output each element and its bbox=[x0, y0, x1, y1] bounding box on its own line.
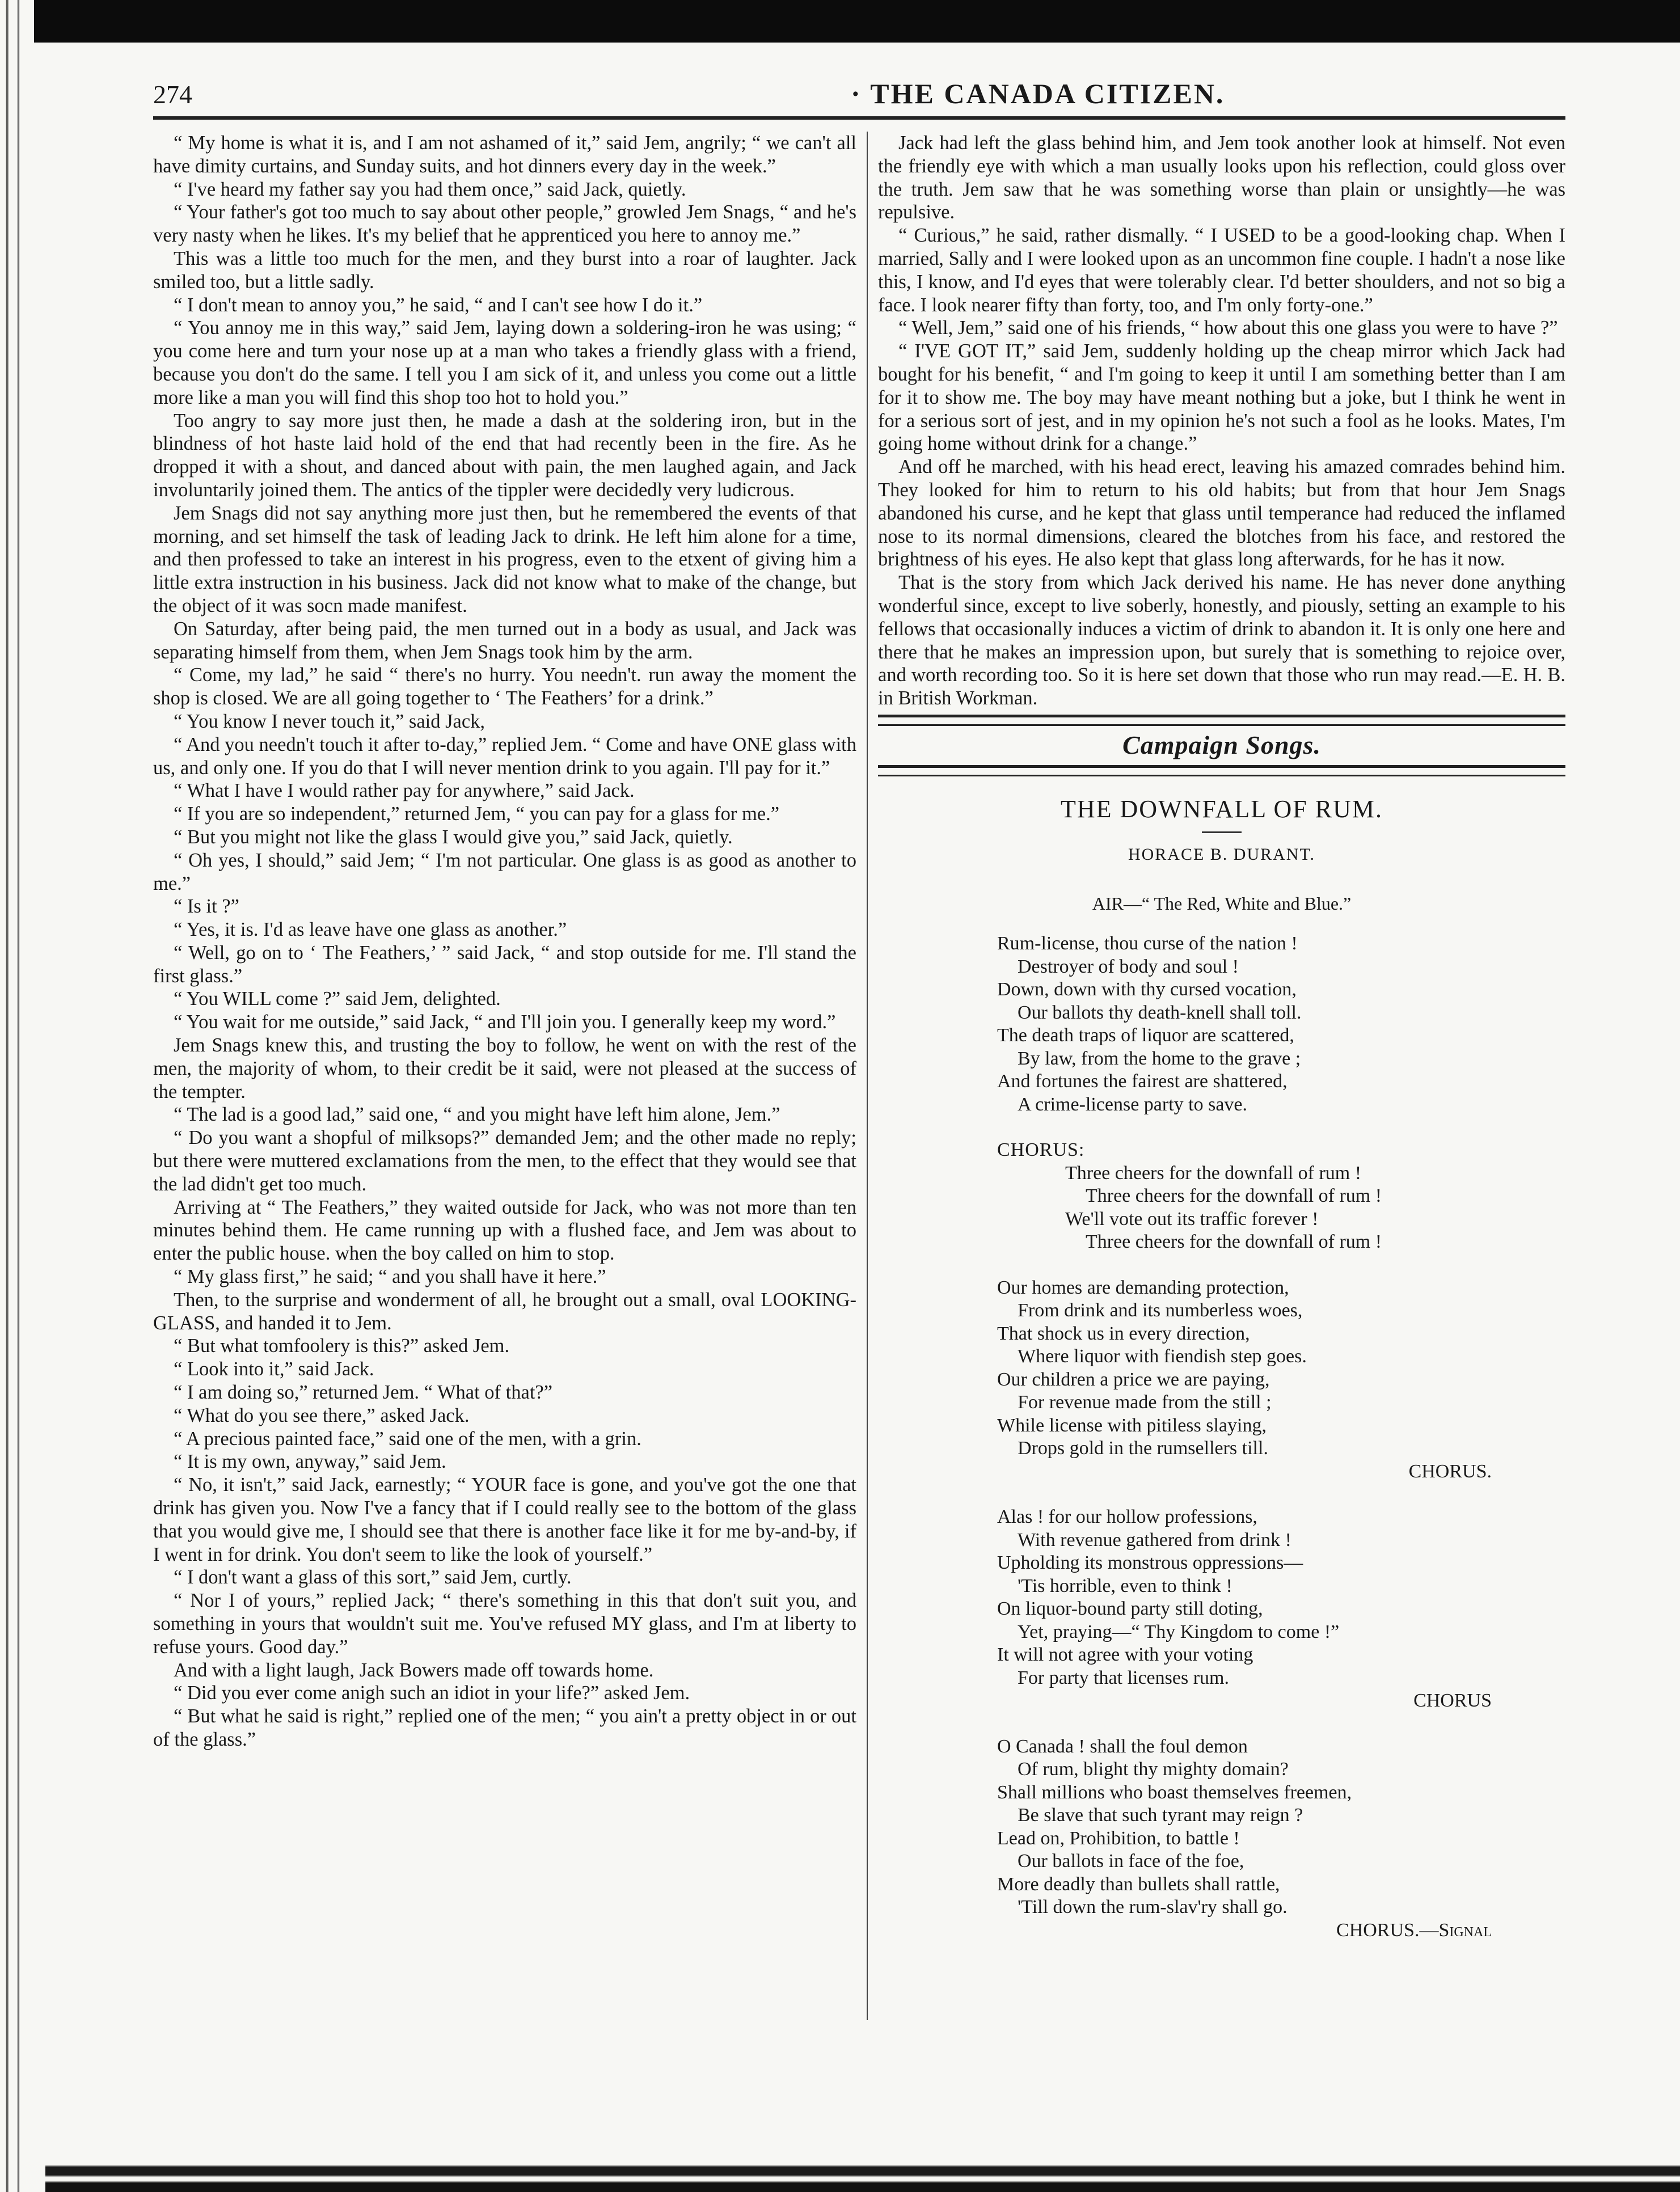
chorus-lines bbox=[997, 1162, 1565, 1254]
paragraph: “ Is it ?” bbox=[174, 896, 239, 918]
paragraph: “ Well, Jem,” said one of his friends, “ how about this one glass you were to have ?” bbox=[898, 317, 1558, 339]
poem-line: A crime-license party to save. bbox=[1018, 1093, 1248, 1115]
short-rule bbox=[1202, 831, 1242, 833]
left-column bbox=[153, 132, 856, 1751]
paragraph: “ And you needn't touch it after to-day,” replied Jem. “ Come and have ONE glass with us, and only one. If you do that I will never mention drink to you again. I'll pay for it.” bbox=[153, 733, 856, 779]
stanza-2 bbox=[997, 1277, 1565, 1460]
poem-title: THE DOWNFALL OF RUM. bbox=[1061, 795, 1383, 823]
chorus-tag-2: CHORUS bbox=[1413, 1690, 1492, 1712]
paragraph: “ But what he said is right,” replied one of the men; “ you ain't a pretty object in or out of the glass.” bbox=[153, 1705, 856, 1750]
paragraph: “ I don't mean to annoy you,” he said, “ and I can't see how I do it.” bbox=[174, 294, 703, 316]
poem-line: Rum-license, thou curse of the nation ! bbox=[997, 933, 1298, 954]
poem-line: Our ballots thy death-knell shall toll. bbox=[1018, 1002, 1302, 1023]
poem-line: Upholding its monstrous oppressions— bbox=[997, 1552, 1303, 1574]
poem-line: On liquor-bound party still doting, bbox=[997, 1598, 1263, 1620]
section-title: Campaign Songs. bbox=[1122, 730, 1321, 759]
section-rule bbox=[878, 715, 1565, 726]
paragraph: “ I am doing so,” returned Jem. “ What of that?” bbox=[174, 1382, 553, 1404]
paragraph: “ Do you want a shopful of milksops?” demanded Jem; and the other made no reply; but there were muttered exclamations from the men, to the effect that they would see that the lad didn't get too much. bbox=[153, 1127, 856, 1195]
poem-line: 'Till down the rum-slav'ry shall go. bbox=[1018, 1897, 1288, 1918]
stanza-3 bbox=[997, 1506, 1565, 1690]
paragraph: “ I'VE GOT IT,” said Jem, suddenly holding up the cheap mirror which Jack had bought for his benefit, “ and I'm going to keep it until I am something better than I am for it to show me. The boy may have meant nothing but a joke, but I think he went in for a serious sort of jest, and in my opinion he's not such a fool as he looks. Mates, I'm going home without drink for a change.” bbox=[878, 340, 1565, 455]
poem-line: Three cheers for the downfall of rum ! bbox=[1086, 1231, 1382, 1253]
paragraph: And with a light laugh, Jack Bowers made off towards home. bbox=[174, 1659, 654, 1681]
poem-body bbox=[997, 932, 1565, 1942]
paragraph: Too angry to say more just then, he made a dash at the soldering iron, but in the blindness of hot haste laid hold of the end that had recently been in the fire. As he dropped it with a shout, and danced about with pain, the men laughed again, and Jack involuntarily joined them. The antics of the tippler were decidedly very ludicrous. bbox=[153, 409, 856, 501]
top-scan-border bbox=[34, 0, 1680, 43]
stanza-3-block bbox=[997, 1506, 1565, 1713]
left-scan-edge bbox=[0, 0, 33, 2192]
paragraph: “ My glass first,” he said; “ and you shall have it here.” bbox=[174, 1266, 606, 1288]
poem-line: The death traps of liquor are scattered, bbox=[997, 1025, 1294, 1046]
poem-line: Down, down with thy cursed vocation, bbox=[997, 979, 1297, 1000]
paragraph: “ You wait for me outside,” said Jack, “ and I'll join you. I generally keep my word.” bbox=[174, 1011, 836, 1033]
poem-air: AIR—“ The Red, White and Blue.” bbox=[1092, 893, 1352, 914]
paragraph: “ A precious painted face,” said one of the men, with a grin. bbox=[174, 1427, 641, 1450]
poem-author: HORACE B. DURANT. bbox=[1128, 844, 1316, 864]
right-column bbox=[878, 132, 1565, 1965]
section-rule-lower bbox=[878, 765, 1565, 776]
paragraph: “ The lad is a good lad,” said one, “ and you might have left him alone, Jem.” bbox=[174, 1104, 780, 1126]
poem-line: Our homes are demanding protection, bbox=[997, 1277, 1289, 1298]
chorus-block bbox=[997, 1139, 1565, 1254]
paragraph: “ Curious,” he said, rather dismally. “ I USED to be a good-looking chap. When I married, Sally and I were looked upon as an uncommon fine couple. I hadn't a nose like this, I know, and I'd eyes that were tolerably clear. I'd better shoulders, and not so big a face. I look nearer fifty than forty, too, and I'm only forty-one.” bbox=[878, 225, 1565, 316]
paragraph: This was a little too much for the men, and they burst into a roar of laughter. Jack smiled too, but a little sadly. bbox=[153, 247, 856, 293]
poem-line: Be slave that such tyrant may reign ? bbox=[1018, 1805, 1303, 1826]
paragraph: “ You annoy me in this way,” said Jem, laying down a soldering-iron he was using; “ you come here and turn your nose up at a man who takes a friendly glass with a friend, because you don't do the same. I tell you I am sick of it, and unless you come out a little more like a man you will find this shop too hot to hold you.” bbox=[153, 317, 856, 408]
poem-line: With revenue gathered from drink ! bbox=[1018, 1529, 1291, 1551]
chorus-label: CHORUS: bbox=[997, 1139, 1085, 1161]
paragraph: “ Oh yes, I should,” said Jem; “ I'm not particular. One glass is as good as another to me.” bbox=[153, 849, 856, 894]
paragraph: “ Yes, it is. I'd as leave have one glass as another.” bbox=[174, 919, 567, 941]
paragraph: “ I don't want a glass of this sort,” said Jem, curtly. bbox=[174, 1566, 572, 1589]
chorus-tag: CHORUS. bbox=[1408, 1460, 1492, 1482]
stanza-4 bbox=[997, 1735, 1565, 1919]
paragraph: “ If you are so independent,” returned Jem, “ you can pay for a glass for me.” bbox=[174, 803, 780, 825]
poem-line: 'Tis horrible, even to think ! bbox=[1018, 1575, 1232, 1597]
column-divider bbox=[867, 132, 868, 2020]
poem-line: Where liquor with fiendish step goes. bbox=[1018, 1346, 1307, 1367]
poem-line: More deadly than bullets shall rattle, bbox=[997, 1873, 1280, 1895]
poem-line: Lead on, Prohibition, to battle ! bbox=[997, 1827, 1240, 1849]
poem-line: Our ballots in face of the foe, bbox=[1018, 1851, 1244, 1872]
paragraph: “ Nor I of yours,” replied Jack; “ there's something in this that don't suit you, and something in yours that wouldn't suit me. You've refused MY glass, and I'm at liberty to refuse yours. Good day.” bbox=[153, 1590, 856, 1658]
paragraph: That is the story from which Jack derived his name. He has never done anything wonderful since, except to live soberly, honestly, and piously, setting an example to his fellows that occasionally induces a victim of drink to abandon it. It is only one here and there that he makes an impression upon, but surely that is something to rejoice over, and worth recording too. So it is here set down that those who run may read.—E. H. B. in British Workman. bbox=[878, 572, 1565, 709]
paragraph: “ You know I never touch it,” said Jack, bbox=[174, 710, 486, 732]
poem-line: And fortunes the fairest are shattered, bbox=[997, 1071, 1288, 1092]
page-number: 274 bbox=[153, 80, 192, 109]
paragraph: “ I've heard my father say you had them once,” said Jack, quietly. bbox=[174, 178, 686, 200]
poem-line: O Canada ! shall the foul demon bbox=[997, 1735, 1248, 1757]
paragraph: “ No, it isn't,” said Jack, earnestly; “ YOUR face is gone, and you've got the one that drink has given you. Now I've a fancy that if I could really see to the bottom of the glass that you would give me, I should see that there is another face like it for me by-and-by, if I went in for drink. You don't seem to like the look of yourself.” bbox=[153, 1474, 856, 1565]
poem-line: We'll vote out its traffic forever ! bbox=[1065, 1208, 1319, 1230]
paragraph: Jem Snags knew this, and trusting the boy to follow, he went on with the rest of the men, the majority of whom, to their credit be it said, were not pleased at the success of the tempter. bbox=[153, 1034, 856, 1103]
paragraph: Arriving at “ The Feathers,” they waited outside for Jack, who was not more than ten minutes behind them. He came running up with a flushed face, and Jem was about to enter the public house. when the boy called on him to stop. bbox=[153, 1196, 856, 1265]
page-header bbox=[153, 79, 1605, 113]
final-tag: CHORUS.—Signal bbox=[1336, 1919, 1492, 1941]
poem-line: For revenue made from the still ; bbox=[1018, 1392, 1272, 1413]
paragraph: “ It is my own, anyway,” said Jem. bbox=[174, 1451, 446, 1473]
paragraph: “ Well, go on to ‘ The Feathers,’ ” said Jack, “ and stop outside for me. I'll stand the first glass.” bbox=[153, 941, 856, 987]
poem-line: Our children a price we are paying, bbox=[997, 1369, 1270, 1390]
stanza-2-block bbox=[997, 1277, 1565, 1484]
poem-line: For party that licenses rum. bbox=[1018, 1667, 1229, 1688]
poem-line: Destroyer of body and soul ! bbox=[1018, 956, 1239, 977]
paragraph: “ What I have I would rather pay for anywhere,” said Jack. bbox=[174, 780, 635, 802]
paragraph: “ What do you see there,” asked Jack. bbox=[174, 1404, 470, 1426]
paragraph: “ My home is what it is, and I am not ashamed of it,” said Jem, angrily; “ we can't all have dimity curtains, and Sunday suits, and hot dinners every day in the week.” bbox=[153, 132, 856, 177]
paragraph: Then, to the surprise and wonderment of all, he brought out a small, oval LOOKING-GLASS, and handed it to Jem. bbox=[153, 1289, 856, 1334]
paragraph: “ Look into it,” said Jack. bbox=[174, 1358, 374, 1380]
poem-line: By law, from the home to the grave ; bbox=[1018, 1048, 1301, 1069]
bottom-scan-border bbox=[45, 2159, 1680, 2192]
paragraph: “ Your father's got too much to say about other people,” growled Jem Snags, “ and he's very nasty when he likes. It's my belief that he apprenticed you here to annoy me.” bbox=[153, 201, 856, 247]
poem-line: From drink and its numberless woes, bbox=[1018, 1300, 1303, 1321]
poem-line: Three cheers for the downfall of rum ! bbox=[1065, 1162, 1362, 1184]
paragraph: Jack had left the glass behind him, and Jem took another look at himself. Not even the friendly eye with which a man usually looks upon his reflection, could gloss over the truth. Jem saw that he was something worse than plain or unsightly—he was repulsive. bbox=[878, 132, 1565, 223]
poem-line: That shock us in every direction, bbox=[997, 1323, 1250, 1344]
masthead: · THE CANADA CITIZEN. bbox=[851, 78, 1225, 109]
poem-line: Alas ! for our hollow professions, bbox=[997, 1506, 1257, 1528]
poem-line: Shall millions who boast themselves freemen, bbox=[997, 1781, 1352, 1803]
paragraph: Jem Snags did not say anything more just then, but he remembered the events of that morning, and set himself the task of leading Jack to drink. He left him alone for a time, and then professed to take an interest in his progress, even to the etxent of giving him a little extra instruction in his business. Jack did not know what to make of the change, but the object of it was socn made manifest. bbox=[153, 502, 856, 616]
poem-line: While license with pitiless slaying, bbox=[997, 1414, 1267, 1436]
poem-line: Drops gold in the rumsellers till. bbox=[1018, 1438, 1268, 1459]
story-continuation bbox=[878, 132, 1565, 710]
paragraph: On Saturday, after being paid, the men turned out in a body as usual, and Jack was separating himself from them, when Jem Snags took him by the arm. bbox=[153, 618, 856, 663]
poem-line: It will not agree with your voting bbox=[997, 1644, 1253, 1666]
paragraph: “ You WILL come ?” said Jem, delighted. bbox=[174, 988, 501, 1010]
stanza-1 bbox=[997, 932, 1565, 1116]
poem-line: Yet, praying—“ Thy Kingdom to come !” bbox=[1018, 1621, 1340, 1642]
poem-line: Of rum, blight thy mighty domain? bbox=[1018, 1759, 1289, 1780]
poem-line: Three cheers for the downfall of rum ! bbox=[1086, 1185, 1382, 1207]
paragraph: And off he marched, with his head erect, leaving his amazed comrades behind him. They looked for him to return to his old habits; but from that hour Jem Snags abandoned his curse, and he kept that glass until temperance had reduced the inflamed nose to its normal dimensions, cleared the blotches from his face, and restored the brightness of his eyes. He also kept that glass long afterwards, for he has it now. bbox=[878, 456, 1565, 571]
paragraph: “ Come, my lad,” he said “ there's no hurry. You needn't. run away the moment the shop is closed. We are all going together to ‘ The Feathers’ for a drink.” bbox=[153, 664, 856, 709]
paragraph: “ But you might not like the glass I would give you,” said Jack, quietly. bbox=[174, 826, 733, 848]
paragraph: “ But what tomfoolery is this?” asked Jem. bbox=[174, 1335, 510, 1357]
stanza-4-block bbox=[997, 1735, 1565, 1942]
paragraph: “ Did you ever come anigh such an idiot in your life?” asked Jem. bbox=[174, 1682, 690, 1704]
header-rule bbox=[153, 116, 1565, 120]
